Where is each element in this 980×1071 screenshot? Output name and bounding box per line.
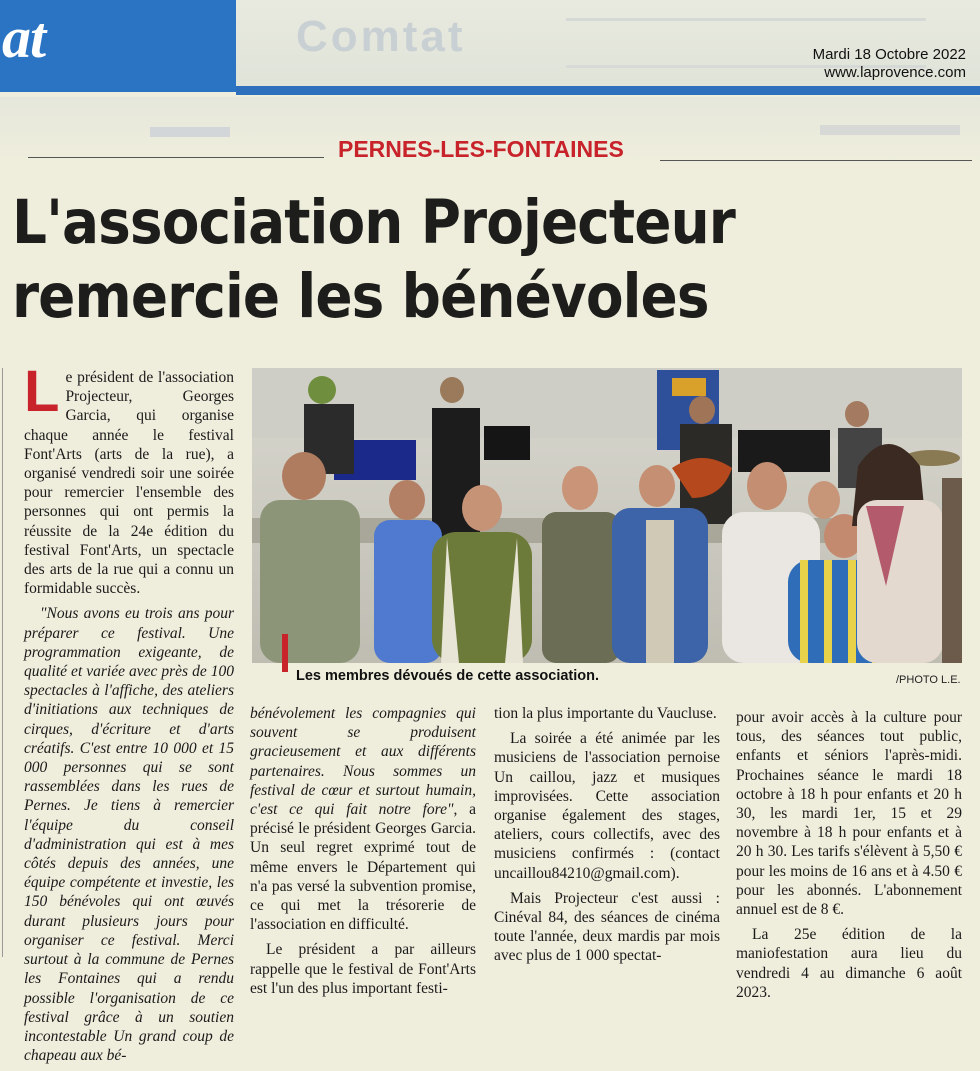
- quote-text: bénévolement les compagnies qui souvent se produisent gracieusement et aux différents partenaires. Nous sommes un festival de cœur et surtout humain, c'est ce qui fait notre fore": [250, 705, 476, 819]
- kicker-rule-right: [660, 160, 972, 161]
- article-headline: [12, 186, 876, 334]
- publication-date: Mardi 18 Octobre 2022: [812, 46, 966, 63]
- bleed-mark: [820, 125, 960, 135]
- paragraph-text: e président de l'association Projecteur, Georges Garcia, qui organise chaque année le festival Font'Arts (arts de la rue), a organisé vendredi soir une soirée pour remercier l'ensemble des personnes qui ont permis la réussite de la 24e édition du festival Font'Arts, un spectacle des arts de la rue qui a connu un formidable succès.: [24, 369, 234, 598]
- paragraph: [24, 359, 234, 598]
- brand-fragment: at: [2, 5, 46, 70]
- photo-caption: Les membres dévoués de cette association.: [296, 668, 600, 684]
- caption-accent-bar: [282, 634, 288, 672]
- paragraph: [250, 704, 476, 934]
- paragraph: Le président a par ailleurs rappelle que le festival de Font'Arts est l'un des plus important festi-: [250, 941, 476, 997]
- paragraph: La 25e édition de la maniofestation aura lieu du vendredi 4 au dimanche 6 août 2023.: [736, 926, 962, 1001]
- group-photo-illustration: [252, 368, 962, 663]
- article-column-2: [250, 704, 476, 1004]
- paragraph: [24, 604, 234, 1065]
- photo-credit: /PHOTO L.E.: [896, 674, 961, 686]
- article-kicker: PERNES-LES-FONTAINES: [338, 136, 624, 162]
- quote-text: "Nous avons eu trois ans pour préparer ce festival. Une programmation exigeante, de qualité et variée avec près de 100 spectacles à l'affiche, des ateliers d'initiations aux techniques de cirques, d'écriture et d'arts créatifs. C'est entre 10 000 et 15 000 personnes qui se sont rassemblées dans les rues de Pernes. Je tiens à remercier l'équipe du conseil d'administration qui est à mes côtés depuis des années, une équipe compétente et investie, les 150 bénévoles qui ont œuvés durant plusieurs jours pour organiser ce festival. Merci surtout à la commune de Pernes les Fontaines qui a rendu possible l'organisation de ce festival grâce à un soutien incontestable Un grand coup de chapeau aux bé-: [24, 605, 234, 1065]
- drop-cap: L: [24, 359, 60, 424]
- article-column-1: [24, 359, 234, 1071]
- website-url: www.laprovence.com: [824, 64, 966, 81]
- article-photo: [252, 368, 962, 663]
- paragraph: pour avoir accès à la culture pour tous, des séances tout public, enfants et séniors l'après-midi. Prochaines séance le mardi 18 octobre à 18 h pour enfants et 20 h 30, les mardi 1er, 15 et 29 novembre à 18 h pour enfants et à 20 h 30. Les tarifs s'élèvent à 5,50 € pour les moins de 16 ans et à 4.50 € pour les abonnés. L'abonnement annuel est de 8 €.: [736, 709, 962, 919]
- headline-line-2: remercie les bénévoles: [12, 261, 709, 332]
- paragraph-text: , a précisé le président Georges Garcia. Un seul regret exprimé tout de même envers le Département qui n'a pas versé la subvention promise, ce qui met la trésorerie de l'association en difficulté.: [250, 801, 476, 934]
- paragraph: tion la plus importante du Vaucluse.: [494, 705, 717, 722]
- bleed-mark: [150, 127, 230, 137]
- kicker-rule-left: [28, 157, 324, 158]
- newspaper-brand-block: [0, 0, 236, 92]
- paragraph: La soirée a été animée par les musiciens de l'association pernoise Un caillou, jazz et musiques improvisées. Cette association organise également des stages, ateliers, cours collectifs, avec des musiciens confirmés : (contact uncaillou84210@gmail.com).: [494, 730, 720, 882]
- masthead-ghost-text: Comtat: [296, 12, 466, 61]
- article-column-4: [736, 708, 962, 1008]
- paragraph: Mais Projecteur c'est aussi : Cinéval 84, des séances de cinéma toute l'année, deux mardis par mois avec plus de 1 000 spectat-: [494, 889, 720, 965]
- article-column-3: [494, 704, 720, 972]
- headline-line-1: L'association Projecteur: [12, 187, 735, 258]
- masthead-rule: [236, 86, 980, 95]
- column-divider: [2, 368, 3, 957]
